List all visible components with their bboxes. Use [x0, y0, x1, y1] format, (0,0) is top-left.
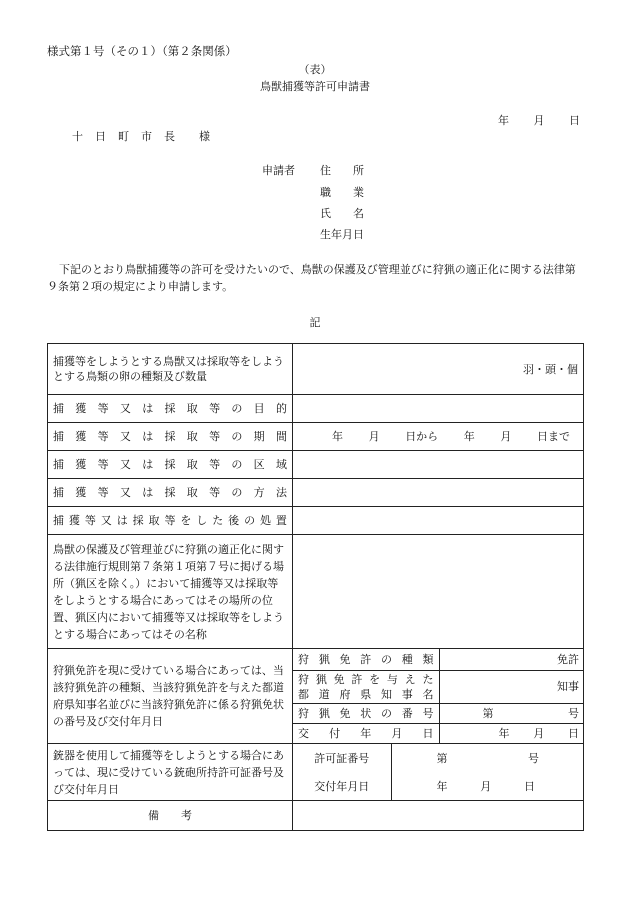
char: の: [231, 486, 243, 499]
period-row: [48, 423, 584, 451]
species-label: 捕獲等をしようとする鳥獣又は採取等をしようとする鳥類の卵の種類及び数量: [48, 344, 293, 395]
char: た: [422, 672, 434, 686]
date-year: 年: [498, 114, 509, 127]
char: の: [381, 706, 392, 720]
gun-subtable-cell: [293, 744, 584, 801]
purpose-label: [48, 395, 293, 423]
char: 期: [253, 430, 265, 443]
char: 名: [422, 687, 434, 701]
char: の: [231, 430, 243, 443]
char: 府: [339, 687, 351, 701]
location-label: 鳥獣の保護及び管理並びに狩猟の適正化に関する法律施行規則第７条第１項第７号に掲げる場所（猟区を除く。）において捕獲等又は採取等をしようとする場合にあってはその場所の位置、猟区内において捕獲等又は採取等をしようとする場合にあってはその名称: [48, 535, 293, 649]
disposal-row: [48, 507, 584, 535]
char: 採: [164, 430, 176, 443]
char: 獲: [75, 486, 87, 499]
char: 捕: [53, 402, 64, 415]
char: は: [142, 430, 154, 443]
char: 狩: [298, 672, 309, 686]
char: 取: [186, 486, 198, 499]
char: 猟: [315, 672, 327, 686]
char: た: [212, 514, 224, 527]
char: 狩: [298, 652, 309, 666]
license-row: [48, 649, 584, 744]
char: は: [116, 514, 128, 527]
form-side: （表）: [298, 63, 332, 76]
char: 事: [401, 687, 413, 701]
char: 取: [186, 430, 198, 443]
char: は: [142, 458, 154, 471]
char: し: [196, 514, 208, 527]
applicant-label: 申請者: [262, 164, 295, 177]
license-number-text: [298, 706, 434, 721]
char: 与: [386, 672, 398, 686]
char: を: [180, 514, 192, 527]
period-label: [48, 423, 293, 451]
char: 捕: [53, 514, 64, 527]
license-governor-label: [293, 670, 439, 703]
char: 採: [164, 402, 176, 415]
gun-label: 銃器を使用して捕獲等をしようとする場合にあっては、現に受けている銃砲所持許可証番号及び交付年月日: [48, 744, 293, 801]
char: 等: [209, 486, 221, 499]
char: 取: [186, 458, 198, 471]
char: 猟: [318, 652, 330, 666]
char: 種: [401, 652, 413, 666]
char: 処: [259, 514, 271, 527]
char: 免: [339, 706, 351, 720]
license-date-text: [298, 726, 434, 741]
char: 免: [333, 672, 345, 686]
date-month: 月: [533, 114, 545, 127]
char: 付: [329, 726, 341, 740]
purpose-row: [48, 395, 584, 423]
license-date-field[interactable]: 年 月 日: [439, 723, 584, 743]
area-text: [53, 457, 287, 472]
disposal-text: [53, 513, 287, 528]
period-value: 年 月 日から 年 月 日まで: [332, 430, 570, 443]
char: 置: [275, 514, 287, 527]
species-field[interactable]: [293, 344, 584, 395]
gun-date-field[interactable]: 年 月 日: [391, 772, 584, 800]
disposal-label: [48, 507, 293, 535]
char: え: [404, 672, 416, 686]
license-type-label: [293, 649, 439, 670]
char: 域: [275, 458, 287, 471]
char: 獲: [75, 402, 87, 415]
char: 獲: [68, 514, 80, 527]
char: 類: [422, 652, 434, 666]
gun-row: [48, 744, 584, 801]
addressee: 十 日 町 市 長 様: [72, 130, 210, 143]
char: 状: [360, 706, 372, 720]
period-field[interactable]: [293, 423, 584, 451]
char: 号: [422, 706, 434, 720]
char: 等: [209, 430, 221, 443]
gun-subtable: [293, 744, 584, 800]
applicant-name: 氏 名: [320, 207, 364, 220]
species-row: [48, 344, 584, 395]
char: 月: [391, 726, 403, 740]
purpose-field[interactable]: [293, 395, 584, 423]
license-governor-line2: [298, 687, 434, 702]
char: 猟: [318, 706, 330, 720]
char: 採: [164, 486, 176, 499]
char: 又: [119, 458, 131, 471]
disposal-field[interactable]: [293, 507, 584, 535]
char: 許: [360, 652, 372, 666]
char: 年: [360, 726, 372, 740]
char: 狩: [298, 706, 309, 720]
char: 採: [132, 514, 144, 527]
char: 捕: [53, 486, 64, 499]
char: 番: [401, 706, 413, 720]
char: 日: [422, 726, 434, 740]
char: 間: [275, 430, 287, 443]
application-table: [47, 343, 584, 831]
area-label: [48, 451, 293, 479]
char: 捕: [53, 430, 64, 443]
char: 交: [298, 726, 309, 740]
char: 県: [360, 687, 372, 701]
char: 目: [253, 402, 265, 415]
location-row: [48, 535, 584, 649]
remarks-label: 備 考: [48, 801, 293, 831]
char: 採: [164, 458, 176, 471]
char: 等: [164, 514, 176, 527]
applicant-address: 住 所: [320, 164, 364, 177]
char: 又: [119, 402, 131, 415]
submission-date: [498, 112, 580, 128]
char: 等: [209, 458, 221, 471]
license-number-field[interactable]: 第 号: [439, 703, 584, 723]
license-type-text: [298, 652, 434, 667]
body-text: 下記のとおり鳥獣捕獲等の許可を受けたいので、鳥獣の保護及び管理並びに狩猟の適正化に関する法律第９条第２項の規定により申請します。: [47, 263, 576, 293]
license-number-label: [293, 703, 439, 723]
method-row: [48, 479, 584, 507]
license-governor-field[interactable]: 知事: [439, 670, 584, 703]
char: 等: [97, 402, 109, 415]
char: は: [142, 486, 154, 499]
char: 知: [381, 687, 392, 701]
area-field[interactable]: [293, 451, 584, 479]
char: 等: [97, 458, 109, 471]
char: 区: [253, 458, 265, 471]
char: 方: [253, 486, 265, 499]
char: 等: [97, 486, 109, 499]
char: は: [142, 402, 154, 415]
char: 又: [119, 486, 131, 499]
license-date-label: [293, 723, 439, 743]
char: 又: [100, 514, 112, 527]
char: 取: [148, 514, 160, 527]
method-text: [53, 485, 287, 500]
license-type-field[interactable]: 免許: [439, 649, 584, 670]
gun-date-label: 交付年月日: [314, 779, 370, 793]
char: 又: [119, 430, 131, 443]
char: 取: [186, 402, 198, 415]
form-title: 鳥獣捕獲等許可申請書: [260, 80, 370, 93]
remarks-field[interactable]: [293, 801, 584, 831]
char: 獲: [75, 430, 87, 443]
ki-heading: 記: [309, 316, 321, 329]
license-subtable-cell: [293, 649, 584, 744]
location-field[interactable]: [293, 535, 584, 649]
license-governor-line1: [298, 672, 434, 687]
applicant-occupation: 職 業: [320, 186, 364, 199]
date-day: 日: [569, 114, 580, 127]
char: 道: [318, 687, 330, 701]
char: 後: [228, 514, 240, 527]
remarks-row: [48, 801, 584, 831]
period-text: [53, 429, 287, 444]
char: 獲: [75, 458, 87, 471]
char: 的: [275, 402, 287, 415]
char: を: [369, 672, 381, 686]
purpose-text: [53, 401, 287, 416]
method-label: [48, 479, 293, 507]
license-subtable: [293, 649, 584, 743]
char: 法: [275, 486, 287, 499]
form-number: 様式第１号（その１）（第２条関係）: [47, 44, 237, 58]
char: 等: [97, 430, 109, 443]
char: の: [244, 514, 256, 527]
char: 都: [298, 687, 309, 701]
species-unit: 羽・頭・個: [523, 362, 578, 376]
license-label: 狩猟免許を現に受けている場合にあっては、当該狩猟免許の種類、当該狩猟免許を与えた都道府県知事名並びに当該狩猟免許に係る狩猟免状の番号及び交付年月日: [48, 649, 293, 744]
char: の: [231, 402, 243, 415]
gun-permit-no-field[interactable]: 第 号: [391, 744, 584, 772]
char: の: [381, 652, 392, 666]
char: 等: [84, 514, 96, 527]
char: 許: [351, 672, 363, 686]
char: 等: [209, 402, 221, 415]
area-row: [48, 451, 584, 479]
method-field[interactable]: [293, 479, 584, 507]
applicant-birthdate: 生年月日: [320, 228, 364, 241]
char: 捕: [53, 458, 64, 471]
gun-permit-no-label: 許可証番号: [314, 751, 370, 765]
char: 免: [339, 652, 351, 666]
char: の: [231, 458, 243, 471]
